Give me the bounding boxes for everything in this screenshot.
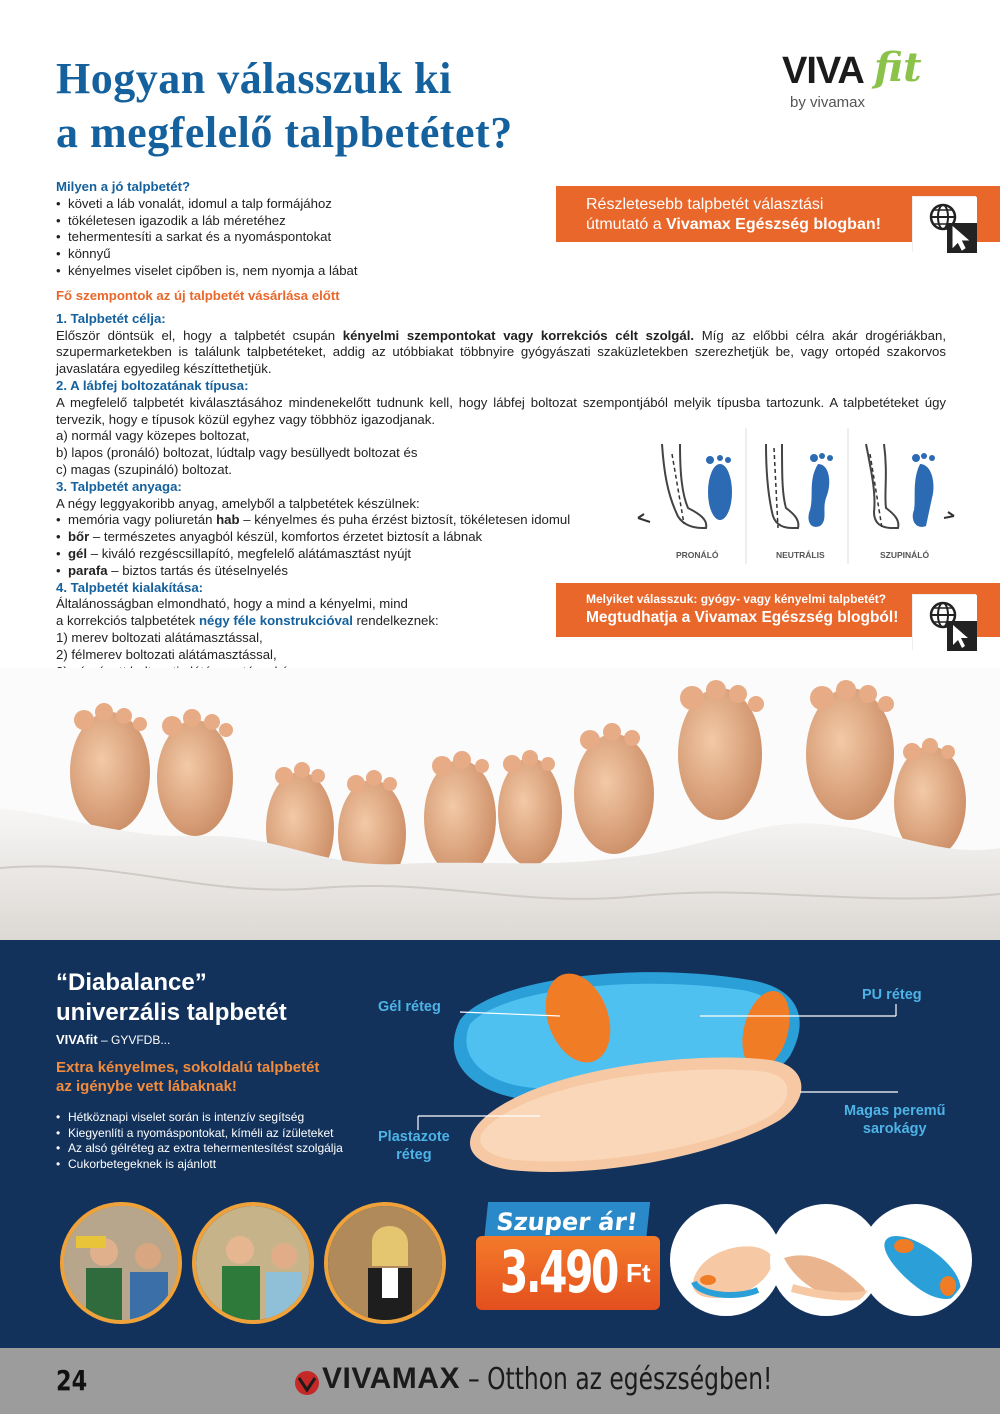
web-link-icon[interactable] [912,594,976,650]
paragraph: A megfelelő talpbetét kiválasztásához mindenekelőtt tudnunk kell, hogy lábfej boltozat szempontjából melyik típusba tartozunk. A talpbetéteket úgy tervezik, hogy e típusok közül egyhez vagy többhöz igazodjanak. [56,394,946,427]
list-item: • Cukorbetegeknek is ajánlott [56,1157,343,1173]
list-item: • kényelmes viselet cipőben is, nem nyomja a lábat [56,263,436,280]
list-item: • gél – kiváló rezgéscsillapító, megfelelő alátámasztást nyújt [56,546,946,563]
blog-banner-link-2[interactable]: Melyiket válasszuk: gyógy- vagy kényelmi talpbetét? Megtudhatja a Vivamax Egészség blogból! [556,583,1000,637]
product-title: “Diabalance” univerzális talpbetét [56,969,287,1026]
list-item: 1) merev boltozati alátámasztással, [56,629,263,645]
list-item: b) lapos (pronáló) boltozat, lúdtalp vagy besüllyedt boltozat és [56,445,418,461]
price-tag: 3.490 Ft [476,1236,660,1310]
list-item: • memória vagy poliuretán hab – kényelmes és puha érzést biztosít, tökéletesen idomul [56,512,946,529]
blog-banner-link[interactable]: Részletesebb talpbetét választási útmutató a Vivamax Egészség blogban! [556,186,1000,242]
section-heading: 4. Talpbetét kialakítása: [56,579,204,595]
list-item: • parafa – biztos tartás és ütéselnyelés [56,563,946,580]
label-plastazote: Plastazote réteg [378,1129,450,1163]
list-item: c) magas (szupináló) boltozat. [56,461,232,477]
paragraph: a korrekciós talpbetétek négy féle konstrukcióval rendelkeznek: [56,613,439,629]
paragraph: Általánosságban elmondható, hogy a mind a kényelmi, mind [56,596,408,612]
list-item: • Az alsó gélréteg az extra tehermentesítést szolgálja [56,1141,343,1157]
section-heading: 3. Talpbetét anyaga: [56,478,182,494]
product-tagline: Extra kényelmes, sokoldalú talpbetét az igénybe vett lábaknak! [56,1059,320,1095]
web-link-icon[interactable] [912,196,976,252]
section-subheading: Fő szempontok az új talpbetét vásárlása előtt [56,288,340,303]
insole-photo-3 [860,1204,972,1316]
diagram-label: PRONÁLÓ [676,550,719,560]
footer-slogan: – Otthon az egészségben! [468,1362,773,1397]
list-item: • követi a láb vonalát, idomul a talp formájához [56,196,436,213]
list-item: a) normál vagy közepes boltozat, [56,428,250,444]
intro-section [56,179,436,280]
diagram-label: SZUPINÁLÓ [880,550,930,560]
list-item: • könnyű [56,246,436,263]
product-section [0,940,1000,1348]
szuper-ar-badge: Szuper ár! [484,1202,650,1242]
insole-photo-1 [670,1204,782,1316]
page-number: 24 [56,1364,88,1397]
footer-brand: VIVAMAX [322,1362,460,1395]
list-item: • bőr – természetes anyagból készül, komfortos érzetet biztosít a lábnak [56,529,946,546]
page-footer [0,1348,1000,1414]
section-heading: 1. Talpbetét célja: [56,310,166,326]
paragraph: Először döntsük el, hogy a talpbetét csupán kényelmi szempontokat vagy korrekciós célt szolgál. Míg az előbbi célra akár drogériákban, szupermarketekben is találunk talpbetéteket, addig az utóbbiakat többnyire gyógyászati szaküzletekben szerezhetjük be, vagy ortopéd szakorvos javaslatára egyedileg készíttethetjük. [56,327,946,377]
list-item: 2) félmerev boltozati alátámasztással, [56,646,277,662]
intro-list [56,196,436,280]
list-item: • tehermentesíti a sarkat és a nyomáspontokat [56,229,436,246]
product-code: VIVAfit – GYVFDB... [56,1032,171,1047]
list-item: • Kiegyenlíti a nyomáspontokat, kíméli az ízületeket [56,1126,343,1142]
vivafit-logo: VIVA fit by vivamax [782,44,922,111]
diagram-label: NEUTRÁLIS [776,550,825,560]
label-pu-layer: PU réteg [862,987,922,1003]
label-heel: Magas peremű sarokágy [844,1103,946,1137]
pharmacy-photo [192,1202,314,1324]
foot-arch-diagram [610,424,956,572]
label-gel-layer: Gél réteg [378,999,441,1015]
vivamax-logo-icon [294,1370,320,1396]
waitress-photo [324,1202,446,1324]
section-heading: 2. A lábfej boltozatának típusa: [56,377,249,393]
list-item: • Hétköznapi viselet során is intenzív segítség [56,1110,343,1126]
page-title: Hogyan válasszuk ki a megfelelő talpbetétet? [56,54,513,157]
list-item: • tökéletesen igazodik a láb méretéhez [56,213,436,230]
workers-photo [60,1202,182,1324]
intro-heading: Milyen a jó talpbetét? [56,179,191,194]
feet-photo [0,668,1000,940]
paragraph: A négy leggyakoribb anyag, amelyből a talpbetétek készülnek: [56,495,420,511]
